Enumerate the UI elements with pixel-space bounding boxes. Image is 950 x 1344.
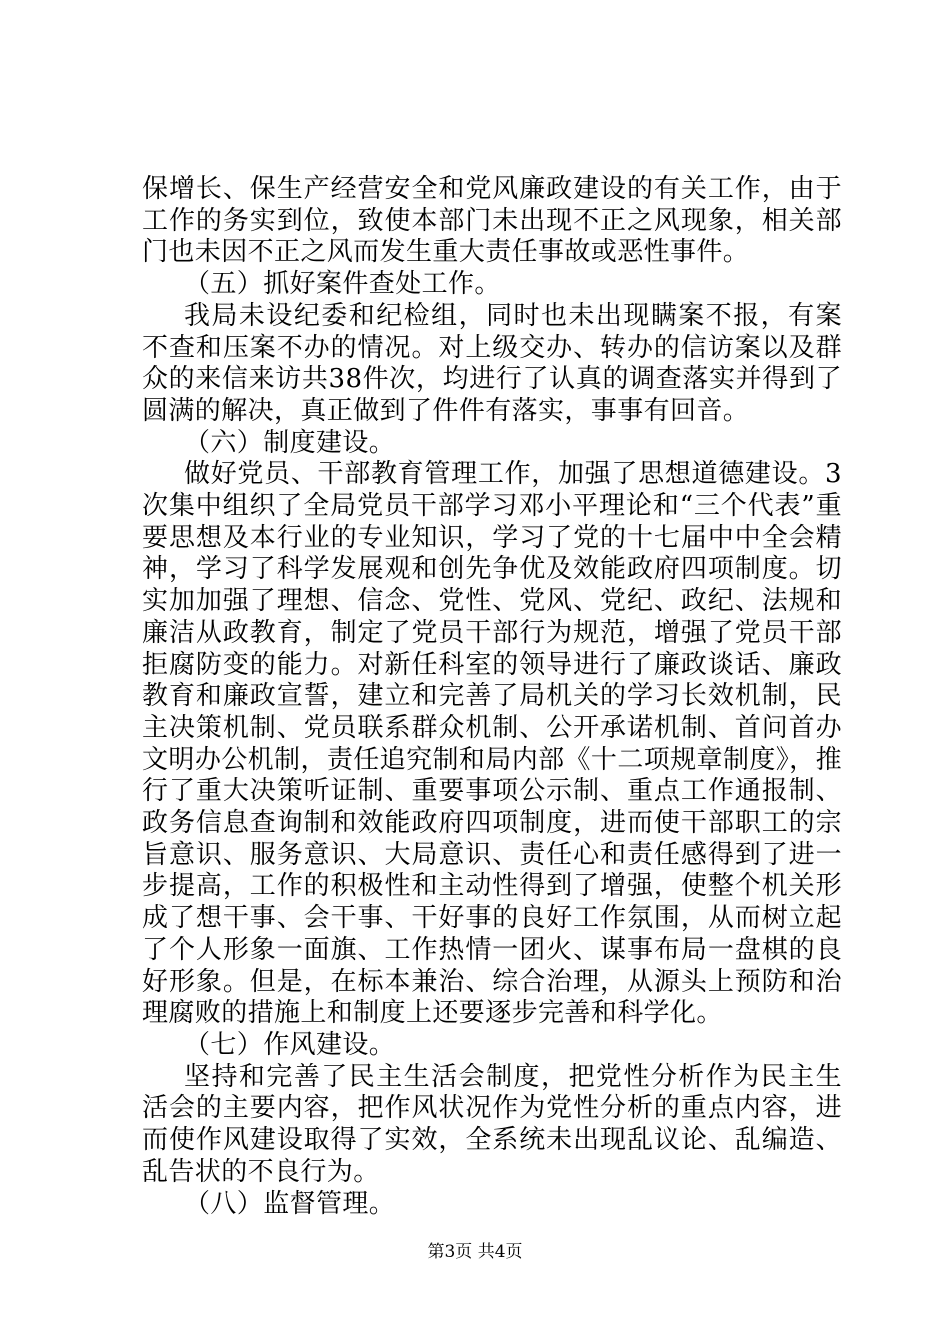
page-number-footer: 第3页 共4页 — [427, 1242, 523, 1262]
section-heading-6: （六）制度建设。 — [184, 427, 396, 458]
document-body — [142, 174, 842, 1220]
section-heading-5: （五）抓好案件查处工作。 — [184, 269, 501, 300]
section-heading-7: （七）作风建设。 — [184, 1029, 396, 1060]
paragraph-case-handling: 我局未设纪委和纪检组，同时也未出现瞒案不报，有案不查和压案不办的情况。对上级交办、转办的信访案以及群众的来信来访共38件次，均进行了认真的调查落实并得到了圆满的解决，真正做到了件件有落实，事事有回音。 — [142, 300, 842, 426]
paragraph-work-style: 坚持和完善了民主生活会制度，把党性分析作为民主生活会的主要内容，把作风状况作为党性分析的重点内容，进而使作风建设取得了实效，全系统未出现乱议论、乱编造、乱告状的不良行为。 — [142, 1061, 842, 1187]
paragraph-system-building: 做好党员、干部教育管理工作，加强了思想道德建设。3次集中组织了全局党员干部学习邓小平理论和“三个代表”重要思想及本行业的专业知识，学习了党的十七届中中全会精神，学习了科学发展观和创先争优及效能政府四项制度。切实加加强了理想、信念、党性、党风、党纪、政纪、法规和廉洁从政教育，制定了党员干部行为规范，增强了党员干部拒腐防变的能力。对新任科室的领导进行了廉政谈话、廉政教育和廉政宣誓，建立和完善了局机关的学习长效机制，民主决策机制、党员联系群众机制、公开承诺机制、首问首办文明办公机制，责任追究制和局内部《十二项规章制度》，推行了重大决策听证制、重要事项公示制、重点工作通报制、政务信息查询制和效能政府四项制度，进而使干部职工的宗旨意识、服务意识、大局意识、责任心和责任感得到了进一步提高，工作的积极性和主动性得到了增强，使整个机关形成了想干事、会干事、干好事的良好工作氛围，从而树立起了个人形象一面旗、工作热情一团火、谋事布局一盘棋的良好形象。但是，在标本兼治、综合治理，从源头上预防和治理腐败的措施上和制度上还要逐步完善和科学化。 — [142, 459, 842, 1029]
paragraph-continuation: 保增长、保生产经营安全和党风廉政建设的有关工作，由于工作的务实到位，致使本部门未出现不正之风现象，相关部门也未因不正之风而发生重大责任事故或恶性事件。 — [142, 174, 842, 268]
section-heading-8: （八）监督管理。 — [184, 1188, 396, 1219]
